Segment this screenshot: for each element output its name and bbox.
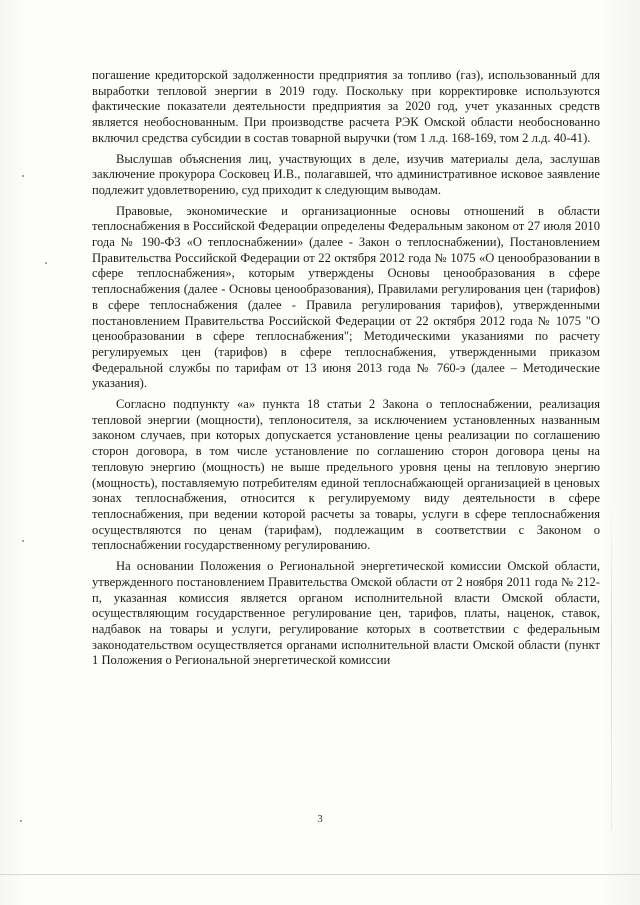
paragraph-4: Согласно подпункту «а» пункта 18 статьи 2 Закона о теплоснабжении, реализация тепловой энергии (мощности), теплоносителя, за исключением установленных названным законом случаев, при которых допускается установление цены реализации по соглашению сторон договора, в том числе установление по соглашению сторон договора цены на тепловую энергию (мощность) не выше предельного уровня цены на тепловую энергию (мощность), поставляемую потребителям единой теплоснабжающей организацией в ценовых зонах теплоснабжения, относится к регулируемому виду деятельности в сфере теплоснабжения, при ведении которой расчеты за товары, услуги в сфере теплоснабжения осуществляются по ценам (тарифам), подлежащим в соответствии с Законом о теплоснабжении государственному регулированию.	[92, 397, 600, 553]
paragraph-5: На основании Положения о Региональной энергетической комиссии Омской области, утвержденного постановлением Правительства Омской области от 2 ноября 2011 года № 212-п, указанная комиссия является органом исполнительной власти Омской области, осуществляющим государственное регулирование цен, тарифов, платы, наценок, ставок, надбавок на товары и услуги, регулирование которых в соответствии с федеральным законодательством осуществляется органами исполнительной власти Омской области (пункт 1 Положения о Региональной энергетической комиссии	[92, 559, 600, 668]
document-body	[92, 68, 600, 669]
scan-speck	[22, 175, 24, 177]
paragraph-3: Правовые, экономические и организационные основы отношений в области теплоснабжения в Российской Федерации определены Федеральным законом от 27 июля 2010 года № 190-ФЗ «О теплоснабжении» (далее - Закон о теплоснабжении), Постановлением Правительства Российской Федерации от 22 октября 2012 года № 1075 «О ценообразовании в сфере теплоснабжения», которым утверждены Основы ценообразования в сфере теплоснабжения (далее - Основы ценообразования), Правилами регулирования цен (тарифов) в сфере теплоснабжения (далее - Правила регулирования тарифов), утвержденными постановлением Правительства Российской Федерации от 22 октября 2012 года № 1075 "О ценообразовании в сфере теплоснабжения"; Методическими указаниями по расчету регулируемых цен (тарифов) в сфере теплоснабжения, утвержденными приказом Федеральной службы по тарифам от 13 июня 2013 года № 760-э (далее – Методические указания).	[92, 203, 600, 391]
scan-speck	[45, 262, 47, 264]
scan-speck	[22, 540, 24, 542]
scan-speck	[20, 820, 22, 822]
scan-bottom-edge	[0, 874, 640, 875]
scan-fold-shadow	[611, 500, 612, 830]
paragraph-2: Выслушав объяснения лиц, участвующих в деле, изучив материалы дела, заслушав заключение прокурора Сосковец И.В., полагавшей, что административное исковое заявление подлежит удовлетворению, суд приходит к следующим выводам.	[92, 151, 600, 197]
paragraph-1: погашение кредиторской задолженности предприятия за топливо (газ), использованный для выработки тепловой энергии в 2019 году. Поскольку при корректировке используются фактические показатели деятельности предприятия за 2020 год, учет указанных средств является необоснованным. При производстве расчета РЭК Омской области необоснованно включил средства субсидии в состав товарной выручки (том 1 л.д. 168-169, том 2 л.д. 40-41).	[92, 68, 600, 145]
page-number: 3	[317, 813, 323, 825]
